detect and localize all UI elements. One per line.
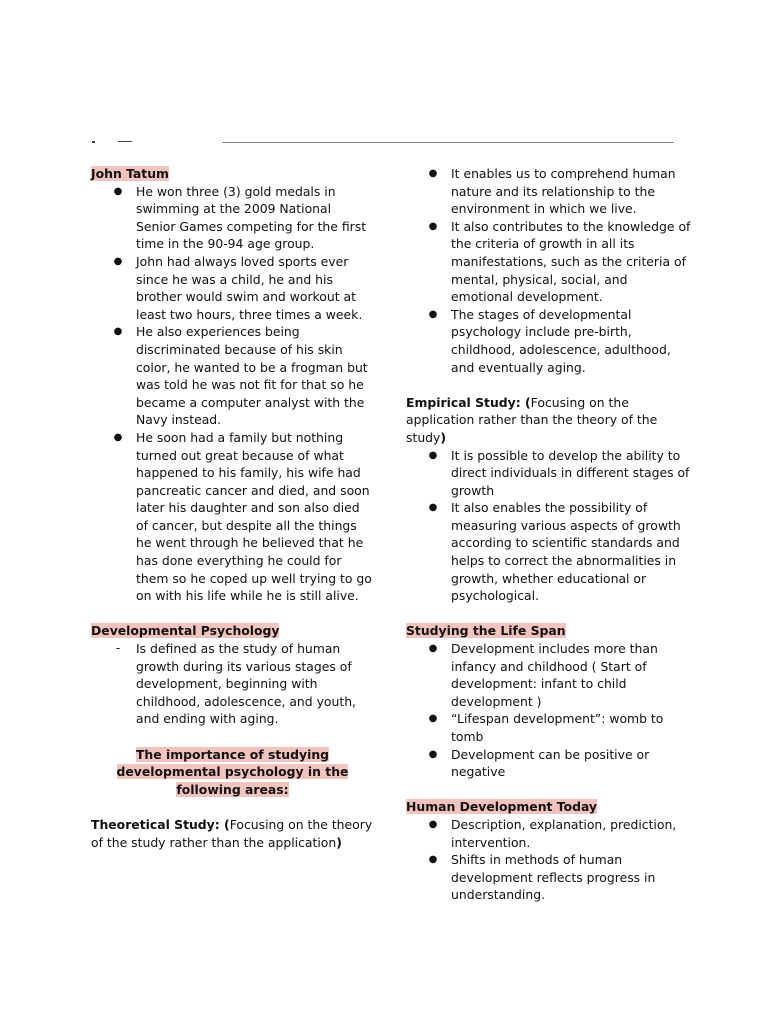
list-item: ● It also contributes to the knowledge of the criteria of growth in all its manifestations, such as the criteria of mental, physical, social, and emotional development. [406, 218, 691, 306]
header-marks [92, 135, 162, 145]
section-heading: Human Development Today [406, 799, 598, 815]
empirical-description: Focusing on the application rather than the theory of the study [406, 394, 658, 445]
section-heading: John Tatum [91, 166, 169, 181]
bullet-list [91, 183, 374, 605]
list-item: - Is defined as the study of human growth during its various stages of development, beginning with childhood, adolescence, and youth, and ending with aging. [91, 640, 374, 728]
list-item: ● Shifts in methods of human development reflects progress in understanding. [406, 851, 691, 904]
bullet-icon: ● [428, 502, 438, 514]
section-importance [91, 746, 374, 799]
list-item: ● John had always loved sports ever since he was a child, he and his brother would swim and workout at least two hours, three times a week. [91, 253, 374, 323]
bullet-icon: ● [113, 255, 123, 267]
right-column [406, 165, 691, 904]
section-theoretical-study [91, 816, 374, 851]
section-heading: The importance of studying developmental psychology in the following areas: [116, 746, 349, 797]
bullet-list [406, 816, 691, 904]
section-human-development-today [406, 798, 691, 904]
bullet-icon: ● [428, 449, 438, 461]
list-item: ● The stages of developmental psychology include pre-birth, childhood, adolescence, adulthood, and eventually aging. [406, 306, 691, 376]
header-mark [118, 141, 132, 142]
section-john-tatum [91, 165, 374, 605]
bullet-list [406, 447, 691, 605]
section-developmental-psychology [91, 622, 374, 728]
header-rule [222, 142, 674, 143]
bullet-icon: ● [428, 643, 438, 655]
section-life-span [406, 622, 691, 780]
bullet-icon: ● [428, 220, 438, 232]
list-item: ● He won three (3) gold medals in swimming at the 2009 National Senior Games competing for the first time in the 90-94 age group. [91, 183, 374, 253]
dash-icon: - [115, 641, 121, 656]
left-column [91, 165, 374, 851]
list-item: ● He soon had a family but nothing turned out great because of what happened to his family, his wife had pancreatic cancer and died, and soon later his daughter and son also died of cancer, but despite all the things he went through he believed that he has done everything he could for them so he coped up well trying to go on with his life while he is still alive. [91, 429, 374, 605]
theoretical-list [406, 165, 691, 376]
list-item: ● Description, explanation, prediction, intervention. [406, 816, 691, 851]
bullet-icon: ● [428, 748, 438, 760]
bullet-icon: ● [428, 818, 438, 830]
bullet-list [406, 640, 691, 781]
bullet-icon: ● [428, 168, 438, 179]
theoretical-close: ) [336, 834, 342, 850]
dash-list [91, 640, 374, 728]
bullet-icon: ● [428, 854, 438, 866]
section-heading: Developmental Psychology [91, 623, 280, 639]
bullet-icon: ● [113, 326, 123, 338]
list-item: ● Development includes more than infancy and childhood ( Start of development: infant to child development ) [406, 640, 691, 710]
bullet-icon: ● [113, 431, 123, 443]
header-mark [92, 141, 95, 143]
bullet-icon: ● [113, 185, 123, 197]
list-item: ● He also experiences being discriminated because of his skin color, he wanted to be a frogman but was told he was not fit for that so he became a computer analyst with the Navy instead. [91, 323, 374, 429]
list-item: ● Development can be positive or negative [406, 746, 691, 781]
theoretical-label: Theoretical Study: ( [91, 816, 230, 832]
section-heading: Studying the Life Span [406, 623, 566, 639]
empirical-label: Empirical Study: ( [406, 394, 531, 410]
section-empirical-study [406, 394, 691, 605]
theoretical-description: Focusing on the theory of the study rather than the application [91, 816, 373, 850]
empirical-close: ) [440, 429, 447, 445]
list-item: ● “Lifespan development”: womb to tomb [406, 710, 691, 745]
bullet-icon: ● [428, 308, 438, 320]
list-item: ● It also enables the possibility of measuring various aspects of growth according to scientific standards and helps to correct the abnormalities in growth, whether educational or psychological. [406, 499, 691, 605]
list-item: ● It enables us to comprehend human nature and its relationship to the environment in which we live. [406, 165, 691, 218]
bullet-icon: ● [428, 713, 438, 725]
list-item: ● It is possible to develop the ability to direct individuals in different stages of growth [406, 447, 691, 500]
